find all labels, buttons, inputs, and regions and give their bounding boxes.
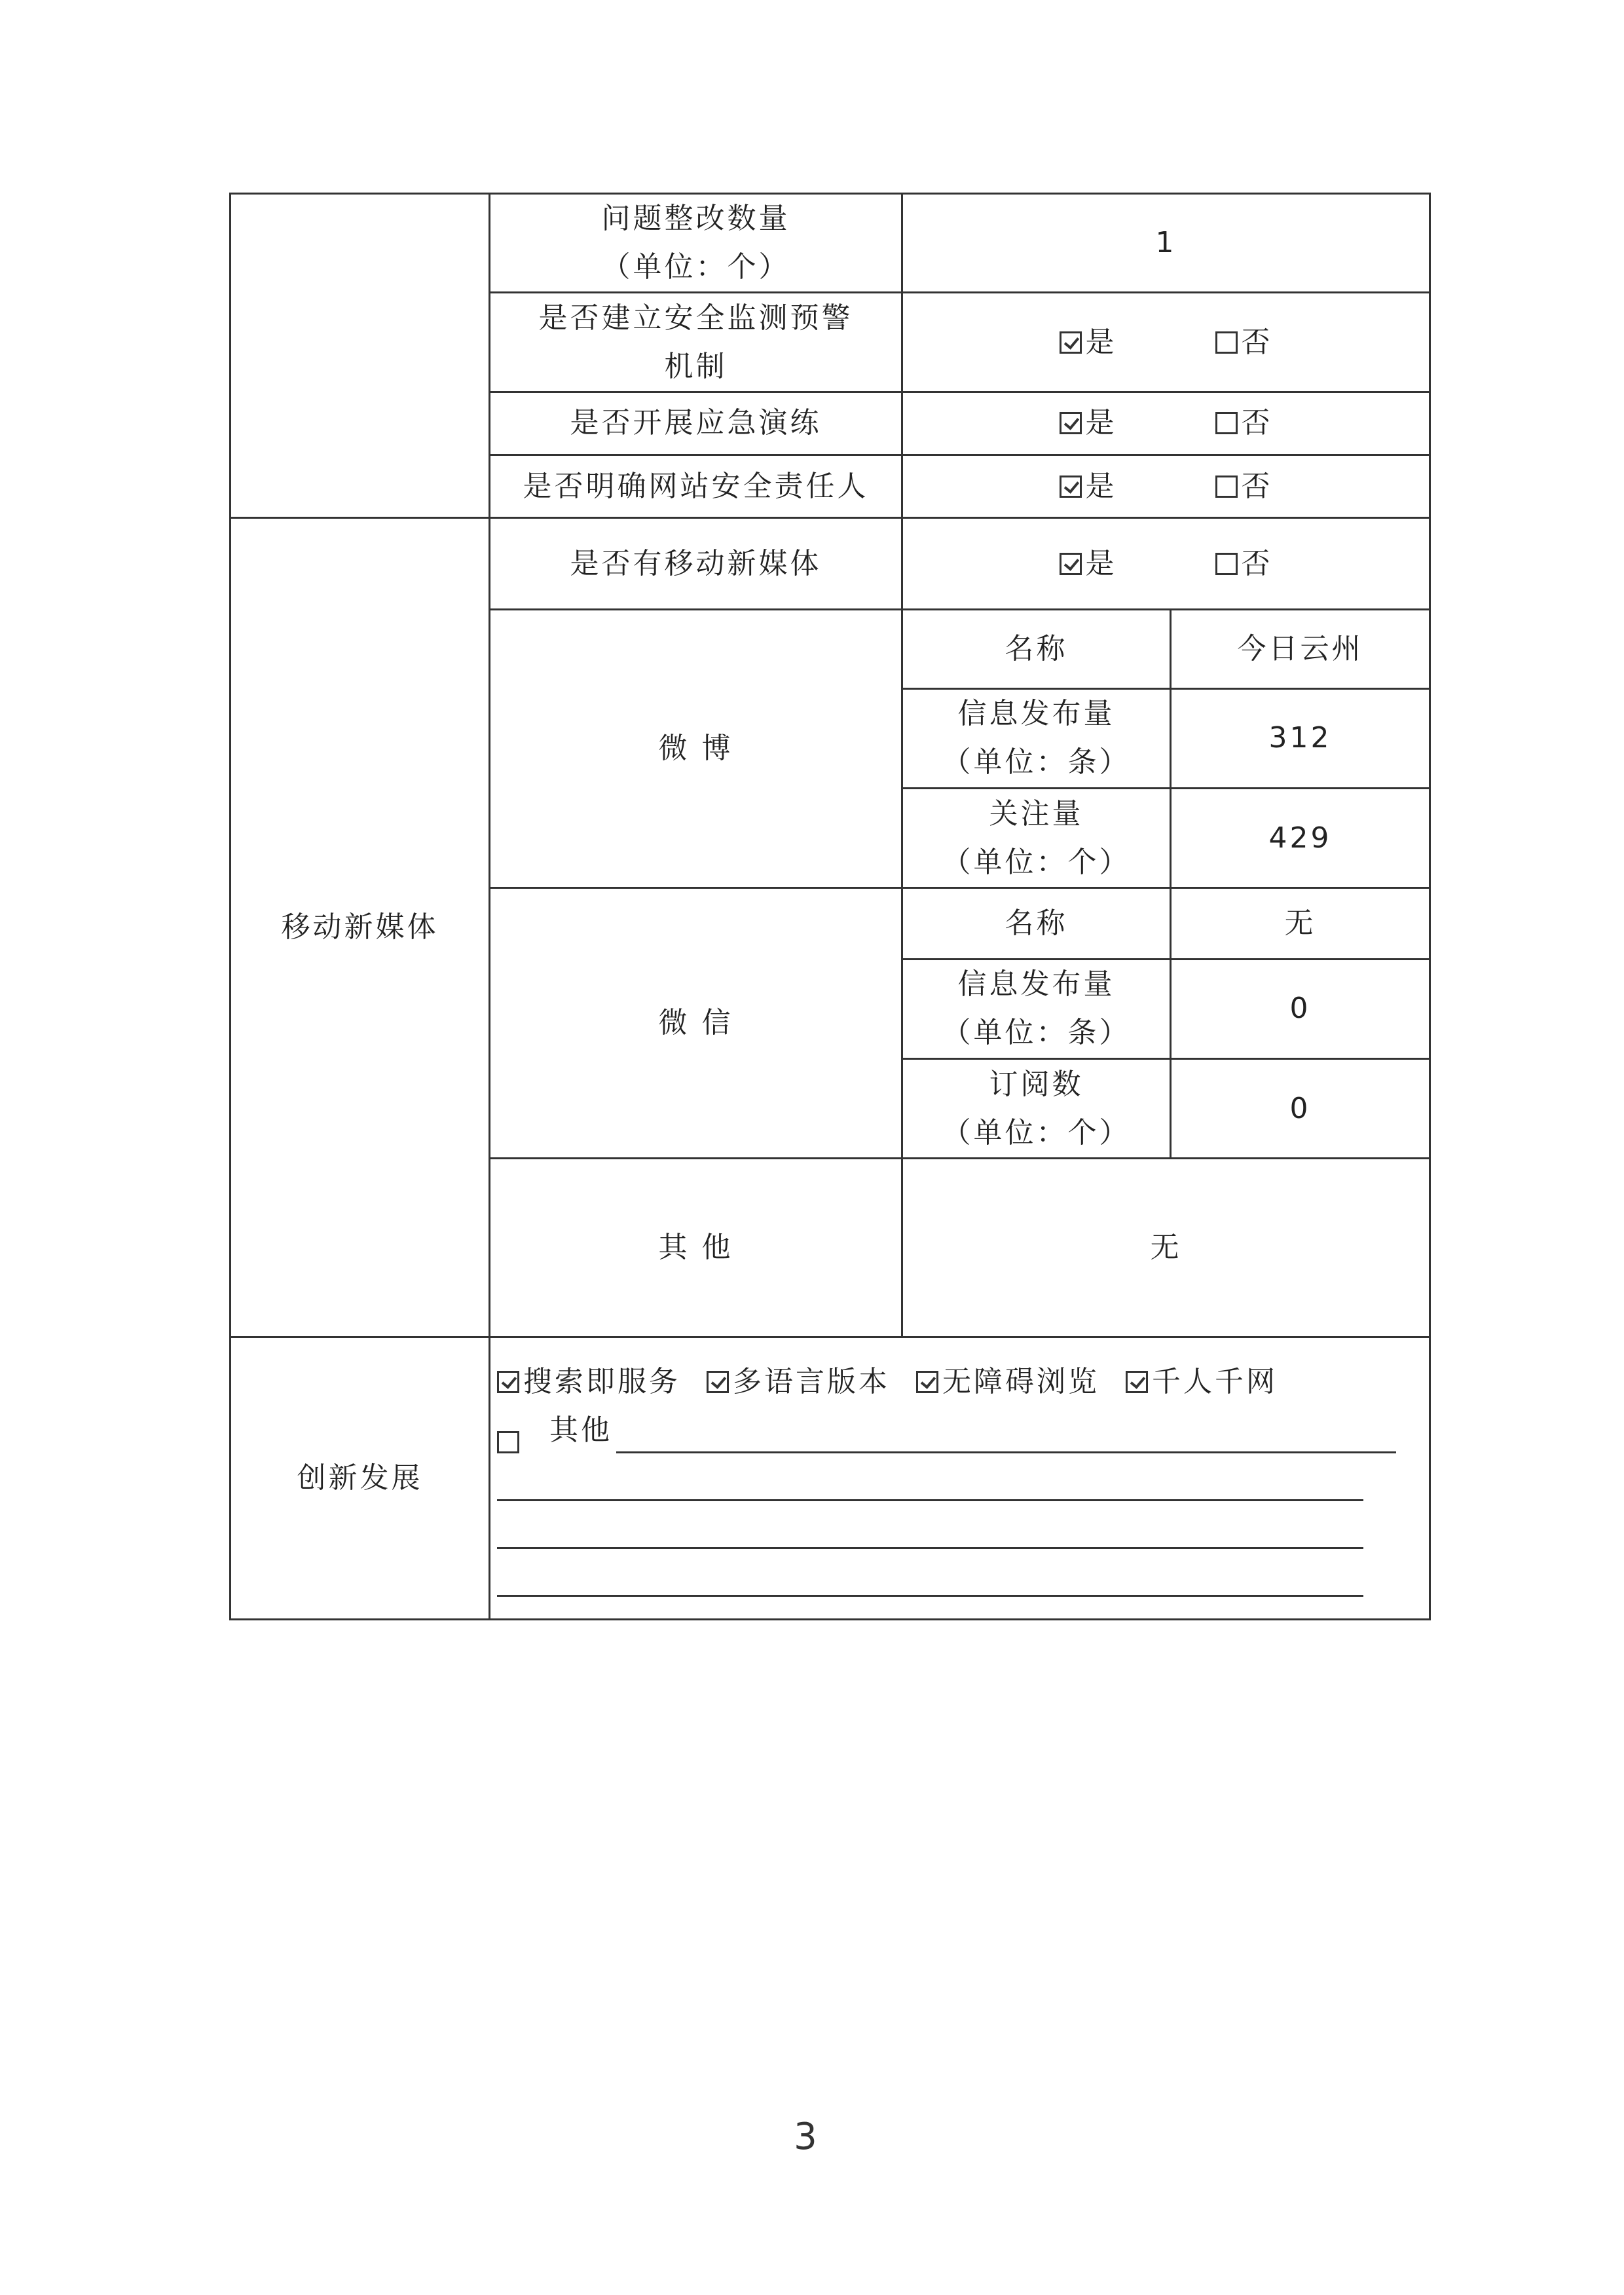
yes-option[interactable]: 是 — [1060, 399, 1117, 447]
has-mobile-label: 是否有移动新媒体 — [490, 518, 902, 610]
checkbox-icon[interactable] — [497, 1431, 519, 1453]
fill-in-line[interactable] — [497, 1453, 1363, 1501]
innovation-content — [490, 1337, 1430, 1619]
rectify-count-value: 1 — [902, 194, 1430, 293]
checked-checkbox-icon — [707, 1371, 729, 1393]
checked-checkbox-icon — [1060, 331, 1082, 354]
innovation-other-label: 其他 — [549, 1413, 612, 1447]
yes-option[interactable]: 是 — [1060, 462, 1117, 511]
wechat-label: 微 信 — [490, 888, 902, 1159]
checkbox-icon — [1215, 331, 1238, 354]
emergency-drill-options — [902, 392, 1430, 455]
checked-checkbox-icon — [1060, 476, 1082, 498]
wechat-subs-value: 0 — [1171, 1058, 1430, 1158]
fill-in-line[interactable] — [497, 1549, 1363, 1597]
weibo-follow-value: 429 — [1171, 789, 1430, 888]
innovation-item-accessibility[interactable]: 无障碍浏览 — [916, 1359, 1099, 1405]
report-table — [229, 193, 1431, 1620]
checked-checkbox-icon — [1060, 553, 1082, 575]
weibo-posts-label: 信息发布量 （单位：条） — [902, 688, 1171, 788]
no-option[interactable]: 否 — [1215, 399, 1273, 447]
checkbox-icon — [1215, 553, 1238, 575]
checked-checkbox-icon — [1126, 1371, 1148, 1393]
innovation-section-label: 创新发展 — [231, 1337, 490, 1619]
security-person-label: 是否明确网站安全责任人 — [490, 455, 902, 517]
other-media-value: 无 — [902, 1159, 1430, 1337]
no-option[interactable]: 否 — [1215, 318, 1273, 367]
checkbox-icon — [1215, 412, 1238, 434]
checkbox-icon — [1215, 476, 1238, 498]
wechat-posts-label: 信息发布量 （单位：条） — [902, 959, 1171, 1058]
weibo-label: 微 博 — [490, 610, 902, 888]
no-option[interactable]: 否 — [1215, 540, 1273, 588]
yes-option[interactable]: 是 — [1060, 540, 1117, 588]
other-media-label: 其 他 — [490, 1159, 902, 1337]
wechat-posts-value: 0 — [1171, 959, 1430, 1058]
has-mobile-options — [902, 518, 1430, 610]
innovation-item-search-service[interactable]: 搜索即服务 — [497, 1359, 680, 1405]
no-option[interactable]: 否 — [1215, 462, 1273, 511]
page-number: 3 — [794, 2116, 817, 2158]
innovation-other-row — [497, 1408, 1422, 1453]
monitor-mechanism-label: 是否建立安全监测预警 机制 — [490, 293, 902, 392]
weibo-name-label: 名称 — [902, 610, 1171, 688]
checked-checkbox-icon — [916, 1371, 938, 1393]
weibo-posts-value: 312 — [1171, 688, 1430, 788]
yes-option[interactable]: 是 — [1060, 318, 1117, 367]
security-section-cell — [231, 194, 490, 518]
checked-checkbox-icon — [497, 1371, 519, 1393]
checked-checkbox-icon — [1060, 412, 1082, 434]
wechat-name-value: 无 — [1171, 888, 1430, 959]
weibo-follow-label: 关注量 （单位：个） — [902, 789, 1171, 888]
innovation-item-personalized[interactable]: 千人千网 — [1126, 1359, 1278, 1405]
weibo-name-value: 今日云州 — [1171, 610, 1430, 688]
rectify-count-label: 问题整改数量 （单位：个） — [490, 194, 902, 293]
innovation-item-multilingual[interactable]: 多语言版本 — [707, 1359, 890, 1405]
wechat-name-label: 名称 — [902, 888, 1171, 959]
mobile-section-label: 移动新媒体 — [231, 518, 490, 1337]
fill-in-line[interactable] — [497, 1501, 1363, 1549]
fill-in-line[interactable] — [616, 1412, 1396, 1453]
monitor-mechanism-options — [902, 293, 1430, 392]
wechat-subs-label: 订阅数 （单位：个） — [902, 1058, 1171, 1158]
security-person-options — [902, 455, 1430, 517]
emergency-drill-label: 是否开展应急演练 — [490, 392, 902, 455]
